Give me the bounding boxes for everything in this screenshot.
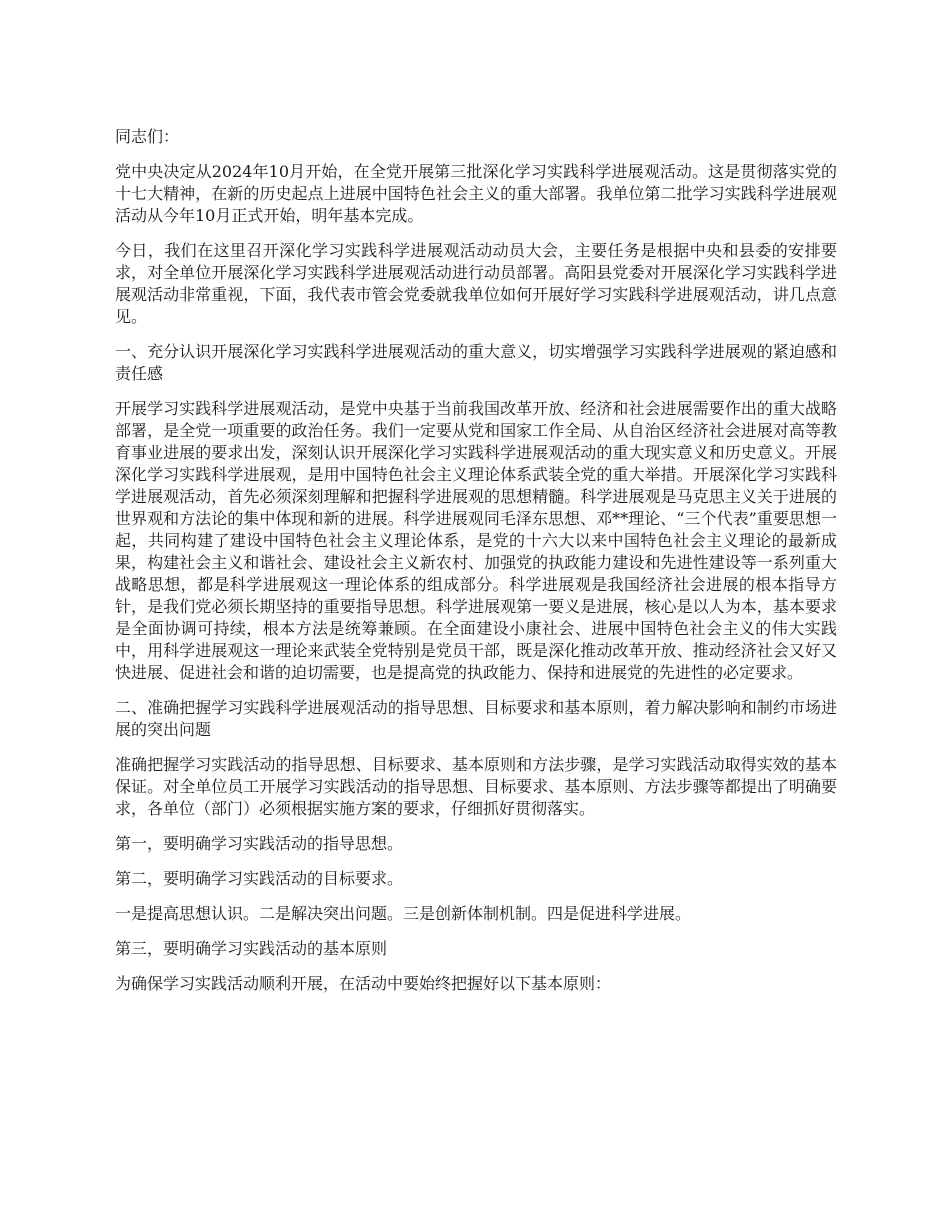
greeting: 同志们： — [115, 127, 180, 146]
paragraph-significance: 开展学习实践科学进展观活动，是党中央基于当前我国改革开放、经济和社会进展需要作出的重大战略部署，是全党一项重要的政治任务。我们一定要从党和国家工作全局、从自治区经济社会进展对高等教育事业进展的要求出发，深刻认识开展深化学习实践科学进展观活动的重大现实意义和历史意义。开展深化学习实践科学进展观，是用中国特色社会主义理论体系武装全党的重大举措。开展深化学习实践科学进展观活动，首先必须深刻理解和把握科学进展观的思想精髓。科学进展观是马克思主义关于进展的世界观和方法论的集中体现和新的进展。科学进展观同毛泽东思想、邓**理论、“三个代表”重要思想一起，共同构建了建设中国特色社会主义理论体系，是党的十六大以来中国特色社会主义理论的最新成果，构建社会主义和谐社会、建设社会主义新农村、加强党的执政能力建设和先进性建设等一系列重大战略思想，都是科学进展观这一理论体系的组成部分。科学进展观是我国经济社会进展的根本指导方针，是我们党必须长期坚持的重要指导思想。科学进展观第一要义是进展，核心是以人为本，基本要求是全面协调可持续，根本方法是统筹兼顾。在全面建设小康社会、进展中国特色社会主义的伟大实践中，用科学进展观这一理论来武装全党特别是党员干部，既是深化推动改革开放、推动经济社会又好又快进展、促进社会和谐的迫切需要，也是提高党的执政能力、保持和进展党的先进性的必定要求。 — [115, 399, 837, 682]
document-body — [115, 126, 837, 1008]
section-heading-2: 二、准确把握学习实践科学进展观活动的指导思想、目标要求和基本原则，着力解决影响和制约市场进展的突出问题 — [115, 698, 837, 739]
section-heading-1: 一、充分认识开展深化学习实践科学进展观活动的重大意义，切实增强学习实践科学进展观的紧迫感和责任感 — [115, 342, 837, 383]
paragraph-principles: 为确保学习实践活动顺利开展，在活动中要始终把握好以下基本原则： — [115, 974, 612, 993]
goals-list: 一是提高思想认识。二是解决突出问题。三是创新体制机制。四是促进科学进展。 — [115, 904, 692, 923]
paragraph-guidance: 准确把握学习实践活动的指导思想、目标要求、基本原则和方法步骤，是学习实践活动取得实效的基本保证。对全单位员工开展学习实践活动的指导思想、目标要求、基本原则、方法步骤等都提出了明确要求，各单位（部门）必须根据实施方案的要求，仔细抓好贯彻落实。 — [115, 755, 837, 818]
point-third: 第三，要明确学习实践活动的基本原则 — [115, 939, 388, 958]
paragraph-intro: 党中央决定从2024年10月开始，在全党开展第三批深化学习实践科学进展观活动。这是贯彻落实党的十七大精神，在新的历史起点上进展中国特色社会主义的重大部署。我单位第二批学习实践科学进展观活动从今年10月正式开始，明年基本完成。 — [115, 162, 837, 225]
point-second: 第二，要明确学习实践活动的目标要求。 — [115, 869, 404, 888]
point-first: 第一，要明确学习实践活动的指导思想。 — [115, 834, 404, 853]
paragraph-meeting: 今日，我们在这里召开深化学习实践科学进展观活动动员大会，主要任务是根据中央和县委的安排要求，对全单位开展深化学习实践科学进展观活动进行动员部署。高阳县党委对开展深化学习实践科学进展观活动非常重视，下面，我代表市管会党委就我单位如何开展好学习实践科学进展观活动，讲几点意见。 — [115, 241, 837, 326]
